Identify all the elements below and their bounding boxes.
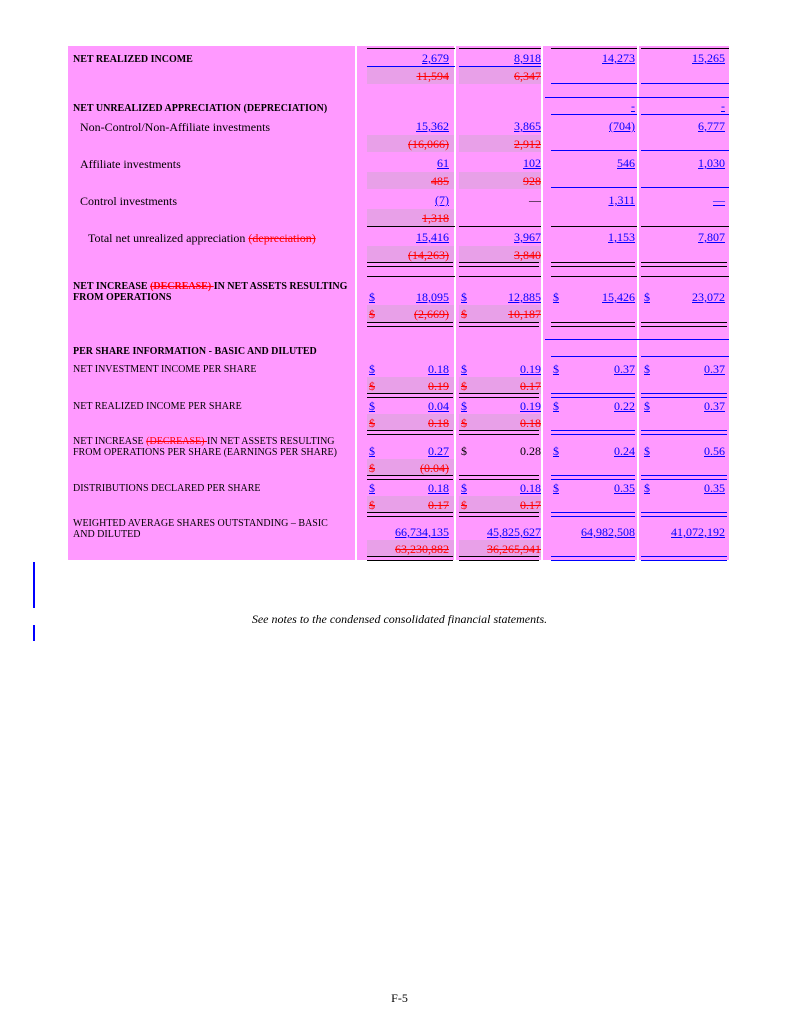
rule (459, 48, 541, 49)
double-rule (641, 393, 727, 398)
currency-symbol: $ (553, 399, 559, 413)
cell-value: 41,072,192 (671, 525, 725, 539)
cell-value: 0.37 (704, 362, 725, 376)
currency-symbol: $ (369, 444, 375, 458)
rule (641, 276, 729, 277)
cell-value: 0.18 (520, 481, 541, 495)
footnote: See notes to the condensed consolidated financial statements. (251, 612, 548, 626)
deleted-value: 36,265,941 (487, 542, 541, 556)
deleted-label-text: (DECREASE) (146, 436, 207, 447)
deleted-currency-symbol: $ (461, 379, 467, 393)
label-text: WEIGHTED AVERAGE SHARES OUTSTANDING – BASIC (73, 518, 328, 529)
deleted-currency-symbol: $ (461, 416, 467, 430)
cell-value: 66,734,135 (395, 525, 449, 539)
cell-value: 0.27 (428, 444, 449, 458)
rule (641, 83, 729, 84)
currency-symbol: $ (461, 444, 467, 458)
cell-value: 61 (437, 156, 449, 170)
rule (551, 187, 637, 188)
change-bar (33, 625, 35, 641)
currency-symbol: $ (461, 399, 467, 413)
double-rule (641, 262, 727, 267)
row-label-nii-per-share: NET INVESTMENT INCOME PER SHARE (73, 364, 257, 375)
row-label-affiliate: Affiliate investments (80, 157, 181, 171)
cell-value: 3,865 (514, 119, 541, 133)
rule (551, 276, 637, 277)
currency-symbol: $ (369, 362, 375, 376)
double-rule (641, 475, 727, 480)
currency-symbol: $ (553, 481, 559, 495)
row-label-distributions: DISTRIBUTIONS DECLARED PER SHARE (73, 483, 261, 494)
currency-symbol: $ (644, 290, 650, 304)
cell-value: 45,825,627 (487, 525, 541, 539)
row-label-per-share-header: PER SHARE INFORMATION - BASIC AND DILUTED (73, 346, 317, 357)
currency-symbol: $ (369, 290, 375, 304)
cell-value: 15,416 (416, 230, 449, 244)
cell-value: 0.24 (614, 444, 635, 458)
deleted-currency-symbol: $ (369, 461, 375, 475)
rule (551, 83, 637, 84)
double-rule (367, 475, 453, 480)
cell-value: 18,095 (416, 290, 449, 304)
rule (551, 48, 637, 49)
double-rule (641, 556, 727, 561)
cell-value: 0.28 (520, 444, 541, 458)
rule (641, 114, 729, 115)
income-statement-table (68, 46, 729, 560)
change-bar (33, 562, 35, 608)
cell-value: 0.18 (428, 362, 449, 376)
deleted-value: 0.19 (428, 379, 449, 393)
currency-symbol: $ (553, 362, 559, 376)
double-rule (367, 430, 453, 435)
rule (551, 114, 637, 115)
deleted-value: (2,669) (414, 307, 449, 321)
double-rule (551, 556, 635, 561)
currency-symbol: $ (644, 481, 650, 495)
cell-value: 1,030 (698, 156, 725, 170)
cell-value: 64,982,508 (581, 525, 635, 539)
row-label-control: Control investments (80, 194, 177, 208)
cell-value: — (529, 193, 541, 207)
double-rule (459, 322, 539, 327)
label-text: Total net unrealized appreciation (88, 231, 249, 245)
cell-value: 0.19 (520, 362, 541, 376)
deleted-value: 6,347 (514, 69, 541, 83)
cell-value: 102 (523, 156, 541, 170)
label-text: NET INCREASE (73, 436, 147, 447)
deleted-value: 3,840 (514, 248, 541, 262)
currency-symbol: $ (461, 362, 467, 376)
double-rule (459, 556, 539, 561)
cell-value: 3,967 (514, 230, 541, 244)
cell-value: 8,918 (514, 51, 541, 65)
deleted-currency-symbol: $ (461, 307, 467, 321)
double-rule (641, 512, 727, 517)
column-separator (454, 46, 456, 560)
cell-value: 0.35 (704, 481, 725, 495)
deleted-currency-symbol: $ (369, 498, 375, 512)
cell-value: 1,153 (608, 230, 635, 244)
cell-value: (704) (609, 119, 635, 133)
row-label-unrealized-header: NET UNREALIZED APPRECIATION (DEPRECIATION) (73, 103, 328, 114)
cell-value: 15,265 (692, 51, 725, 65)
currency-symbol: $ (644, 444, 650, 458)
rule (641, 356, 729, 357)
deleted-label-text: (depreciation) (248, 231, 316, 245)
cell-dash: - (721, 99, 725, 113)
double-rule (459, 430, 539, 435)
column-separator (637, 46, 639, 560)
cell-value: 0.19 (520, 399, 541, 413)
double-rule (641, 322, 727, 327)
currency-symbol: $ (369, 481, 375, 495)
rule (367, 226, 455, 227)
deleted-label-text: (DECREASE) (150, 281, 214, 292)
row-label-nri-per-share: NET REALIZED INCOME PER SHARE (73, 401, 242, 412)
currency-symbol: $ (553, 444, 559, 458)
cell-value: — (713, 193, 725, 207)
deleted-value: 2,912 (514, 137, 541, 151)
double-rule (551, 322, 635, 327)
rule (551, 356, 637, 357)
currency-symbol: $ (644, 399, 650, 413)
rule (641, 48, 729, 49)
deleted-value: 485 (431, 174, 449, 188)
row-label-net-realized-income: NET REALIZED INCOME (73, 54, 193, 65)
double-rule (459, 262, 539, 267)
rule (641, 150, 729, 151)
cell-value: 0.04 (428, 399, 449, 413)
double-rule (459, 475, 539, 480)
double-rule (551, 475, 635, 480)
cell-value: 15,426 (602, 290, 635, 304)
deleted-value: 10,187 (508, 307, 541, 321)
double-rule (459, 512, 539, 517)
page-number: F-5 (391, 991, 408, 1005)
cell-value: 14,273 (602, 51, 635, 65)
row-label-weighted-shares (73, 518, 328, 540)
double-rule (459, 393, 539, 398)
cell-value: 23,072 (692, 290, 725, 304)
double-rule (551, 262, 635, 267)
rule (545, 339, 729, 340)
deleted-currency-symbol: $ (369, 379, 375, 393)
double-rule (367, 322, 453, 327)
cell-value: (7) (435, 193, 449, 207)
cell-value: 0.37 (614, 362, 635, 376)
cell-value: 1,311 (608, 193, 635, 207)
label-text: FROM OPERATIONS (73, 292, 172, 303)
currency-symbol: $ (461, 481, 467, 495)
deleted-value: (0.04) (420, 461, 449, 475)
double-rule (551, 512, 635, 517)
cell-value: 0.22 (614, 399, 635, 413)
deleted-value: 0.17 (428, 498, 449, 512)
deleted-value: (14,263) (408, 248, 449, 262)
row-label-non-control: Non-Control/Non-Affiliate investments (80, 120, 271, 134)
row-label-total-unrealized (88, 232, 316, 244)
cell-value: 0.37 (704, 399, 725, 413)
row-label-net-increase (73, 281, 347, 303)
currency-symbol: $ (461, 290, 467, 304)
rule (641, 187, 729, 188)
cell-dash: - (631, 99, 635, 113)
cell-value: 12,885 (508, 290, 541, 304)
rule (459, 226, 541, 227)
deleted-currency-symbol: $ (369, 416, 375, 430)
currency-symbol: $ (553, 290, 559, 304)
rule (367, 48, 455, 49)
deleted-value: 928 (523, 174, 541, 188)
double-rule (641, 430, 727, 435)
deleted-value: 11,594 (416, 69, 449, 83)
deleted-currency-symbol: $ (461, 498, 467, 512)
deleted-value: 0.18 (428, 416, 449, 430)
currency-symbol: $ (644, 362, 650, 376)
deleted-value: 1,318 (422, 211, 449, 225)
deleted-value: 0.17 (520, 498, 541, 512)
cell-value: 0.35 (614, 481, 635, 495)
cell-value: 15,362 (416, 119, 449, 133)
rule (459, 276, 541, 277)
double-rule (367, 393, 453, 398)
double-rule (551, 430, 635, 435)
label-text: IN NET ASSETS RESULTING (207, 436, 335, 447)
cell-value: 546 (617, 156, 635, 170)
rule (367, 276, 455, 277)
row-label-eps (73, 436, 337, 458)
label-text: IN NET ASSETS RESULTING (213, 281, 348, 292)
column-separator (355, 46, 357, 560)
cell-value: 2,679 (422, 51, 449, 65)
rule (545, 97, 729, 98)
cell-value: 6,777 (698, 119, 725, 133)
label-text: FROM OPERATIONS PER SHARE (EARNINGS PER SHARE) (73, 447, 337, 458)
label-text: AND DILUTED (73, 529, 141, 540)
column-separator (541, 46, 543, 560)
rule (641, 226, 729, 227)
deleted-value: 0.17 (520, 379, 541, 393)
currency-symbol: $ (369, 399, 375, 413)
deleted-value: 0.18 (520, 416, 541, 430)
deleted-currency-symbol: $ (369, 307, 375, 321)
double-rule (367, 556, 453, 561)
cell-value: 0.18 (428, 481, 449, 495)
cell-value: 7,807 (698, 230, 725, 244)
double-rule (551, 393, 635, 398)
rule (551, 226, 637, 227)
deleted-value: 63,230,882 (395, 542, 449, 556)
double-rule (367, 262, 453, 267)
label-text: NET INCREASE (73, 281, 151, 292)
cell-value: 0.56 (704, 444, 725, 458)
rule (551, 150, 637, 151)
deleted-value: (16,066) (408, 137, 449, 151)
double-rule (367, 512, 453, 517)
